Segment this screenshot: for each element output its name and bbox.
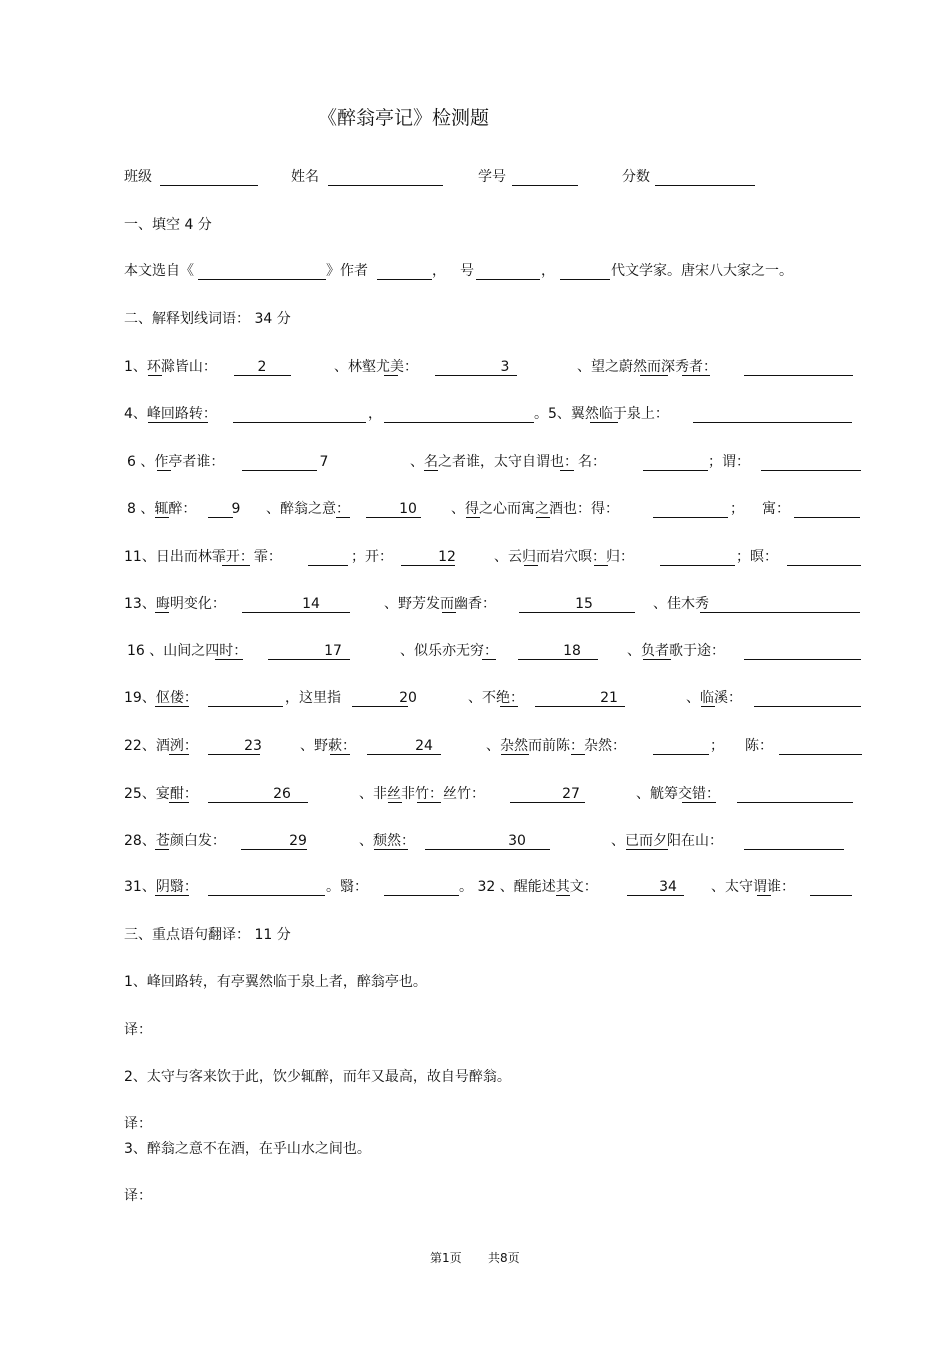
answer-blank[interactable]	[779, 754, 862, 755]
fill-text-b: 》作者	[326, 263, 368, 279]
blank-number: 20	[399, 690, 417, 706]
word-underline	[155, 849, 169, 850]
word-underline	[155, 706, 189, 707]
translation-label-1: 译：	[124, 1022, 152, 1038]
word-underline	[643, 659, 671, 660]
word-underline	[482, 659, 496, 660]
blank-hao[interactable]	[476, 279, 540, 280]
word-underline	[215, 659, 243, 660]
blank-number: 10	[399, 501, 417, 517]
item-text: 4、峰回路转：	[124, 406, 217, 422]
word-underline	[560, 470, 574, 471]
answer-blank[interactable]	[737, 802, 853, 803]
item-text: ；	[730, 501, 744, 517]
answer-blank[interactable]	[208, 706, 283, 707]
section-3-heading: 三、重点语句翻译： 11 分	[124, 927, 291, 943]
item-text: 、负者歌于途：	[627, 643, 725, 659]
item-text: 、望之蔚然而深秀者：	[577, 359, 717, 375]
blank-number: 23	[244, 738, 262, 754]
word-underline	[222, 565, 250, 566]
section-1-heading: 一、填空 4 分	[124, 217, 212, 233]
item-text: 13、晦明变化：	[124, 596, 226, 612]
item-text: ，这里指	[285, 690, 341, 706]
answer-blank[interactable]	[810, 895, 852, 896]
item-text: 、林壑尤美：	[334, 359, 418, 375]
fill-text-f: 代文学家。唐宋八大家之一。	[611, 263, 793, 279]
word-underline	[501, 754, 529, 755]
word-underline	[536, 517, 550, 518]
word-underline	[155, 895, 189, 896]
word-underline	[169, 802, 189, 803]
answer-blank[interactable]	[384, 895, 459, 896]
word-underline	[155, 517, 169, 518]
item-text: ；暝：	[736, 549, 778, 565]
item-text: 19、伛偻：	[124, 690, 198, 706]
item-text: 、临溪：	[686, 690, 742, 706]
blank-number: 24	[415, 738, 433, 754]
item-text: 、不绝：	[468, 690, 524, 706]
word-underline	[417, 802, 441, 803]
item-text: 、野芳发而幽香：	[384, 596, 496, 612]
item-text: 31、阴翳：	[124, 879, 198, 895]
blank-number: 26	[273, 786, 291, 802]
word-underline	[640, 375, 668, 376]
class-field[interactable]	[160, 185, 258, 186]
item-text: 、得之心而寓之酒也：得：	[451, 501, 619, 517]
answer-blank[interactable]	[787, 565, 861, 566]
word-underline	[571, 754, 585, 755]
answer-blank[interactable]	[233, 422, 366, 423]
blank-number: 2	[257, 359, 267, 375]
item-text: 8 、辄醉：	[127, 501, 197, 517]
word-underline	[330, 754, 350, 755]
item-text: 1、环滁皆山：	[124, 359, 217, 375]
item-text: ；	[710, 738, 724, 754]
word-underline	[466, 517, 480, 518]
answer-blank[interactable]	[384, 422, 534, 423]
translation-label-3: 译：	[124, 1188, 152, 1204]
answer-blank[interactable]	[653, 517, 728, 518]
answer-blank[interactable]	[761, 470, 861, 471]
section-2-heading: 二、解释划线词语： 34 分	[124, 311, 291, 327]
item-text: 6 、作亭者谁：	[127, 454, 225, 470]
item-text: 16 、山间之四时：	[127, 643, 248, 659]
blank-number: 29	[289, 833, 307, 849]
answer-blank[interactable]	[700, 612, 860, 613]
item-text: ，	[368, 406, 382, 422]
blank-number: 12	[438, 549, 456, 565]
word-underline	[757, 895, 771, 896]
item-text: 、名之者谁，太守自谓也：名：	[410, 454, 606, 470]
item-text: 。翳：	[326, 879, 368, 895]
word-underline	[626, 849, 668, 850]
fill-text-d: 号	[460, 263, 474, 279]
item-text: 、非丝非竹：丝竹：	[359, 786, 485, 802]
blank-number: 7	[319, 454, 329, 470]
item-text: 、似乐亦无穷：	[400, 643, 498, 659]
item-text: 、已而夕阳在山：	[611, 833, 723, 849]
page-title: 《醉翁亭记》检测题	[318, 107, 490, 129]
blank-number: 14	[302, 596, 320, 612]
word-underline	[374, 849, 408, 850]
word-underline	[148, 422, 208, 423]
answer-blank[interactable]	[208, 895, 325, 896]
item-text: 、杂然而前陈：杂然：	[486, 738, 626, 754]
item-text: 、野蔌：	[300, 738, 356, 754]
page-total: 共8页	[488, 1251, 520, 1265]
fill-text-a: 本文选自《	[124, 263, 194, 279]
item-text: 22、酒洌：	[124, 738, 198, 754]
translation-question-3: 3、醉翁之意不在酒，在乎山水之间也。	[124, 1141, 371, 1157]
item-text: 11、日出而林霏开：霏：	[124, 549, 282, 565]
word-underline	[155, 612, 169, 613]
item-text: 、觥筹交错：	[636, 786, 720, 802]
answer-blank[interactable]	[693, 422, 852, 423]
word-underline	[169, 754, 189, 755]
page-number: 第1页	[430, 1251, 462, 1265]
word-underline	[336, 517, 350, 518]
item-text: 、云归而岩穴暝：归：	[494, 549, 634, 565]
blank-number: 30	[508, 833, 526, 849]
word-underline	[500, 706, 518, 707]
answer-blank[interactable]	[794, 517, 860, 518]
item-text: 。 32 、醒能述其文：	[459, 879, 598, 895]
word-underline	[682, 375, 710, 376]
item-text: 、颓然：	[359, 833, 415, 849]
answer-blank[interactable]	[242, 470, 317, 471]
word-underline	[424, 470, 438, 471]
word-underline	[157, 470, 171, 471]
score-field[interactable]	[655, 185, 755, 186]
blank-number: 17	[324, 643, 342, 659]
word-underline	[682, 802, 716, 803]
id-field[interactable]	[512, 185, 578, 186]
answer-blank[interactable]	[744, 659, 861, 660]
answer-blank[interactable]	[653, 754, 709, 755]
answer-blank[interactable]	[643, 470, 708, 471]
fill-text-e: ，	[541, 263, 555, 279]
word-underline	[590, 422, 618, 423]
word-underline	[442, 612, 456, 613]
blank-number: 34	[659, 879, 677, 895]
blank-number: 18	[563, 643, 581, 659]
item-text: 、太守谓谁：	[711, 879, 795, 895]
fill-text-c: ，	[432, 263, 446, 279]
id-label: 学号	[478, 169, 506, 185]
word-underline	[148, 375, 162, 376]
name-field[interactable]	[328, 185, 443, 186]
blank-author[interactable]	[377, 279, 432, 280]
score-label: 分数	[622, 169, 650, 185]
item-text: ；开：	[351, 549, 393, 565]
blank-number: 15	[575, 596, 593, 612]
answer-blank[interactable]	[754, 706, 861, 707]
item-text: 28、苍颜白发：	[124, 833, 226, 849]
name-label: 姓名	[291, 169, 319, 185]
blank-number: 27	[562, 786, 580, 802]
item-text: 、佳木秀	[653, 596, 709, 612]
answer-blank[interactable]	[660, 565, 735, 566]
translation-question-2: 2、太守与客来饮于此，饮少辄醉，而年又最高，故自号醉翁。	[124, 1069, 511, 1085]
blank-number: 21	[600, 690, 618, 706]
word-underline	[384, 375, 398, 376]
class-label: 班级	[124, 169, 152, 185]
word-underline	[594, 565, 608, 566]
answer-blank[interactable]	[744, 375, 853, 376]
word-underline	[701, 706, 715, 707]
item-text: 寓：	[762, 501, 790, 517]
blank-book[interactable]	[198, 279, 326, 280]
item-text: ；谓：	[708, 454, 750, 470]
blank-number: 9	[231, 501, 241, 517]
translation-label-2: 译：	[124, 1116, 152, 1132]
blank-dynasty[interactable]	[560, 279, 610, 280]
word-underline	[556, 895, 570, 896]
item-text: 、醉翁之意：	[266, 501, 350, 517]
answer-blank[interactable]	[308, 565, 348, 566]
item-text: 陈：	[745, 738, 773, 754]
word-underline	[524, 565, 538, 566]
item-text: 。5、翼然临于泉上：	[534, 406, 669, 422]
blank-number: 3	[500, 359, 510, 375]
item-text: 25、宴酣：	[124, 786, 198, 802]
word-underline	[388, 802, 402, 803]
translation-question-1: 1、峰回路转，有亭翼然临于泉上者，醉翁亭也。	[124, 974, 427, 990]
answer-blank[interactable]	[744, 849, 844, 850]
